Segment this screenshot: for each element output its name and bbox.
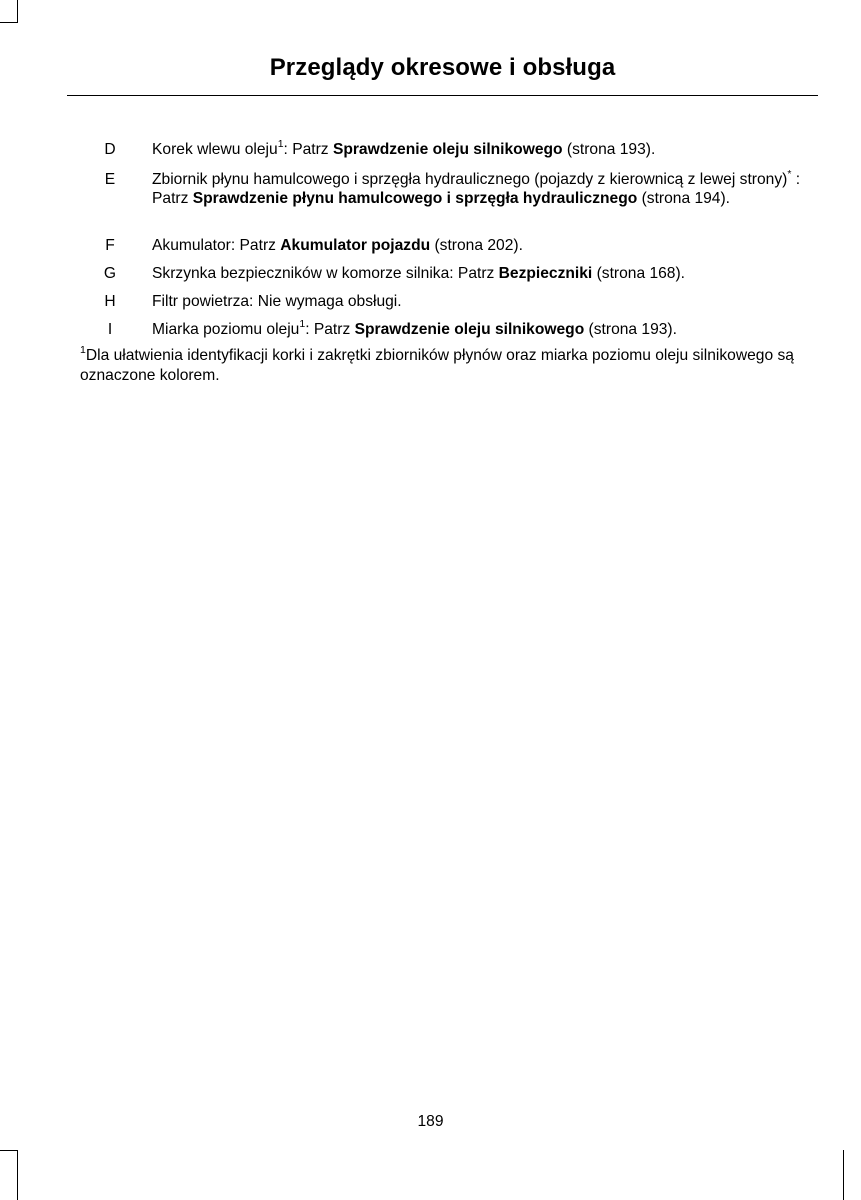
legend-letter: D	[104, 141, 116, 158]
legend-text	[152, 293, 816, 312]
cross-reference-link[interactable]: Bezpieczniki	[498, 265, 593, 282]
cross-reference-link[interactable]: Sprawdzenie oleju silnikowego	[354, 321, 585, 338]
footnote-marker: 1	[80, 344, 86, 356]
footnote-ref: 1	[299, 318, 306, 330]
crop-mark-top-left-horizontal	[0, 22, 18, 23]
legend-letter: G	[103, 265, 117, 282]
crop-mark-bottom-left-vertical	[17, 1150, 18, 1200]
legend-text-post: (strona 194).	[637, 189, 730, 207]
legend-text	[152, 237, 816, 256]
asterisk-ref: *	[787, 168, 792, 180]
legend-text-mid: : Patrz	[305, 321, 355, 338]
legend-letter: F	[105, 237, 115, 254]
legend-text	[152, 318, 816, 340]
legend-text-pre: Akumulator: Patrz	[152, 237, 281, 254]
legend-text-pre: Filtr powietrza: Nie wymaga obsługi.	[152, 293, 402, 310]
legend-text-post: (strona 193).	[562, 141, 656, 158]
legend-text-pre: Korek wlewu oleju	[152, 141, 278, 158]
title-divider	[67, 95, 818, 96]
legend-text-pre: Zbiornik płynu hamulcowego i sprzęgła hydraulicznego (pojazdy z kierownicą z lewej strony)	[152, 171, 788, 188]
footnote-ref: 1	[277, 138, 284, 150]
legend-text-post: (strona 202).	[430, 237, 523, 254]
crop-mark-top-left-vertical	[17, 0, 18, 22]
legend-text-post: (strona 193).	[584, 321, 677, 338]
legend-text	[152, 168, 816, 208]
legend-letter: E	[104, 171, 116, 188]
legend-text	[152, 265, 816, 284]
page-title: Przeglądy okresowe i obsługa	[269, 54, 616, 81]
legend-text-mid: : Patrz	[152, 171, 801, 207]
legend-text-mid: : Patrz	[283, 141, 333, 158]
legend-letter: I	[107, 321, 113, 338]
page-number: 189	[417, 1113, 444, 1130]
legend-text-pre: Skrzynka bezpieczników w komorze silnika: Patrz	[152, 265, 499, 282]
legend-text-pre: Miarka poziomu oleju	[152, 321, 300, 338]
crop-mark-bottom-right-vertical	[843, 1150, 844, 1200]
footnote	[80, 346, 810, 386]
cross-reference-link[interactable]: Akumulator pojazdu	[280, 237, 431, 254]
legend-text	[152, 138, 816, 160]
legend-letter: H	[104, 293, 116, 310]
crop-mark-bottom-left-horizontal	[0, 1150, 18, 1151]
cross-reference-link[interactable]: Sprawdzenie płynu hamulcowego i sprzęgła hydraulicznego	[192, 189, 638, 207]
legend-text-post: (strona 168).	[592, 265, 685, 282]
footnote-text: Dla ułatwienia identyfikacji korki i zakrętki zbiorników płynów oraz miarka poziomu oleju silnikowego są oznaczone kolorem.	[80, 347, 794, 384]
cross-reference-link[interactable]: Sprawdzenie oleju silnikowego	[332, 141, 563, 158]
